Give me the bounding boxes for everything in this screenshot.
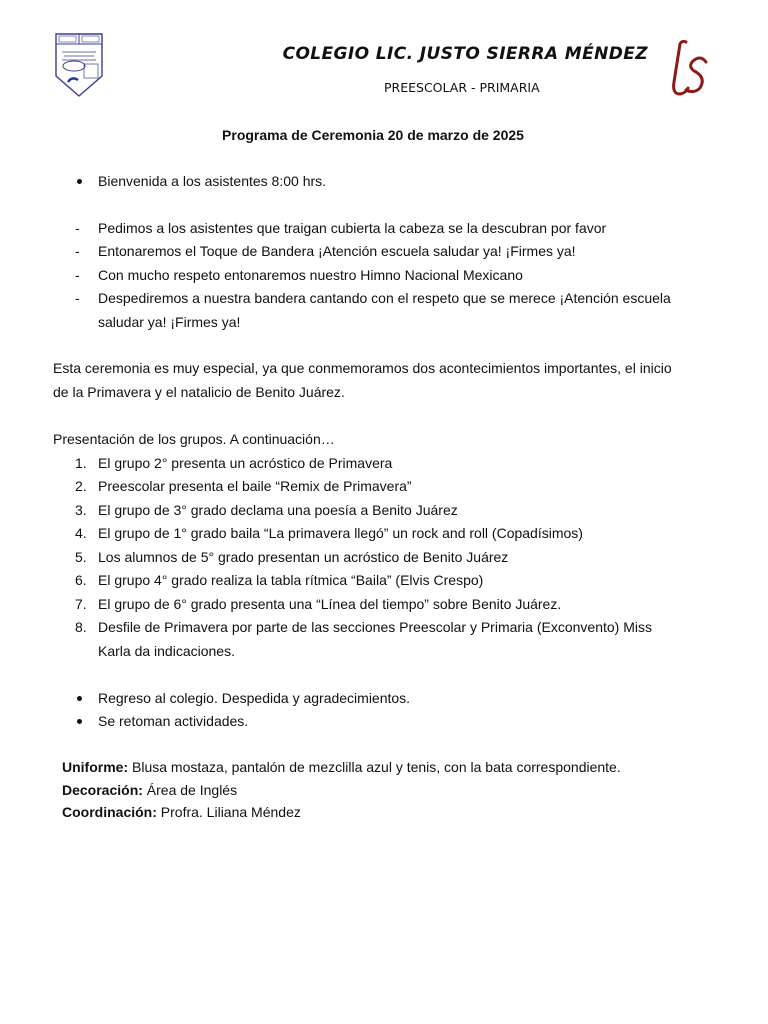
bullet-text: Regreso al colegio. Despedida y agradecimientos.	[98, 690, 411, 706]
uniform-line	[62, 756, 702, 780]
coordination-label: Coordinación:	[62, 804, 157, 820]
school-name: COLEGIO LIC. JUSTO SIERRA MÉNDEZ	[282, 44, 648, 64]
numbered-item	[53, 569, 683, 593]
numbered-item-text: El grupo 2° presenta un acróstico de Primavera	[98, 455, 393, 471]
item-number: 2.	[75, 478, 87, 494]
dash-marker: -	[75, 267, 80, 283]
coordination-value: Profra. Liliana Méndez	[156, 804, 301, 820]
bullet-marker	[77, 179, 82, 184]
item-number: 1.	[75, 455, 87, 471]
bullet-text: Bienvenida a los asistentes 8:00 hrs.	[98, 173, 327, 189]
list-item	[53, 240, 683, 264]
list-item	[53, 710, 683, 734]
numbered-item-text: El grupo de 1° grado baila “La primavera llegó” un rock and roll (Copadísimos)	[98, 525, 583, 541]
coordination-line	[62, 801, 702, 825]
dash-marker: -	[75, 290, 80, 306]
uniform-label: Uniforme:	[62, 759, 129, 775]
school-levels-subtitle: PREESCOLAR - PRIMARIA	[384, 80, 540, 95]
dash-item-text: Despediremos a nuestra bandera cantando con el respeto que se merece ¡Atención escuela saludar ya! ¡Firmes ya!	[98, 290, 671, 330]
numbered-item-text: El grupo 4° grado realiza la tabla rítmica “Baila” (Elvis Crespo)	[98, 572, 484, 588]
item-number: 4.	[75, 525, 87, 541]
decoration-line	[62, 779, 702, 803]
item-number: 8.	[75, 619, 87, 635]
numbered-item-text: El grupo de 3° grado declama una poesía a Benito Juárez	[98, 502, 458, 518]
decoration-label: Decoración:	[62, 782, 143, 798]
js-monogram-logo	[664, 38, 712, 100]
bullet-text: Se retoman actividades.	[98, 713, 249, 729]
numbered-item	[53, 499, 683, 523]
decoration-value: Área de Inglés	[142, 782, 238, 798]
list-item	[53, 687, 683, 711]
bullet-marker	[77, 719, 82, 724]
dash-item-text: Entonaremos el Toque de Bandera ¡Atención escuela saludar ya! ¡Firmes ya!	[98, 243, 576, 259]
dash-item-text: Con mucho respeto entonaremos nuestro Himno Nacional Mexicano	[98, 267, 523, 283]
numbered-item-text: Desfile de Primavera por parte de las secciones Preescolar y Primaria (Exconvento) Miss Karla da indicaciones.	[98, 619, 652, 659]
dash-item-text: Pedimos a los asistentes que traigan cubierta la cabeza se la descubran por favor	[98, 220, 607, 236]
ceremony-paragraph: Esta ceremonia es muy especial, ya que conmemoramos dos acontecimientos importantes, el inicio de la Primavera y el natalicio de Benito Juárez.	[53, 360, 672, 400]
bullet-marker	[77, 696, 82, 701]
numbered-item	[53, 616, 683, 663]
school-crest-logo	[54, 30, 104, 98]
numbered-item	[53, 475, 683, 499]
ceremony-title: Programa de Ceremonia 20 de marzo de 2025	[222, 127, 524, 143]
groups-intro: Presentación de los grupos. A continuación…	[53, 431, 335, 447]
list-item	[53, 264, 683, 288]
item-number: 7.	[75, 596, 87, 612]
numbered-item	[53, 546, 683, 570]
item-number: 3.	[75, 502, 87, 518]
dash-marker: -	[75, 220, 80, 236]
numbered-item	[53, 522, 683, 546]
list-item	[53, 217, 683, 241]
dash-marker: -	[75, 243, 80, 259]
numbered-item-text: Los alumnos de 5° grado presentan un acróstico de Benito Juárez	[98, 549, 509, 565]
numbered-item	[53, 593, 683, 617]
list-item	[53, 170, 683, 194]
item-number: 6.	[75, 572, 87, 588]
numbered-item	[53, 452, 683, 476]
item-number: 5.	[75, 549, 87, 565]
uniform-value: Blusa mostaza, pantalón de mezclilla azul y tenis, con la bata correspondiente.	[128, 759, 621, 775]
numbered-item-text: Preescolar presenta el baile “Remix de Primavera”	[98, 478, 412, 494]
list-item	[53, 287, 683, 334]
numbered-item-text: El grupo de 6° grado presenta una “Línea del tiempo” sobre Benito Juárez.	[98, 596, 562, 612]
